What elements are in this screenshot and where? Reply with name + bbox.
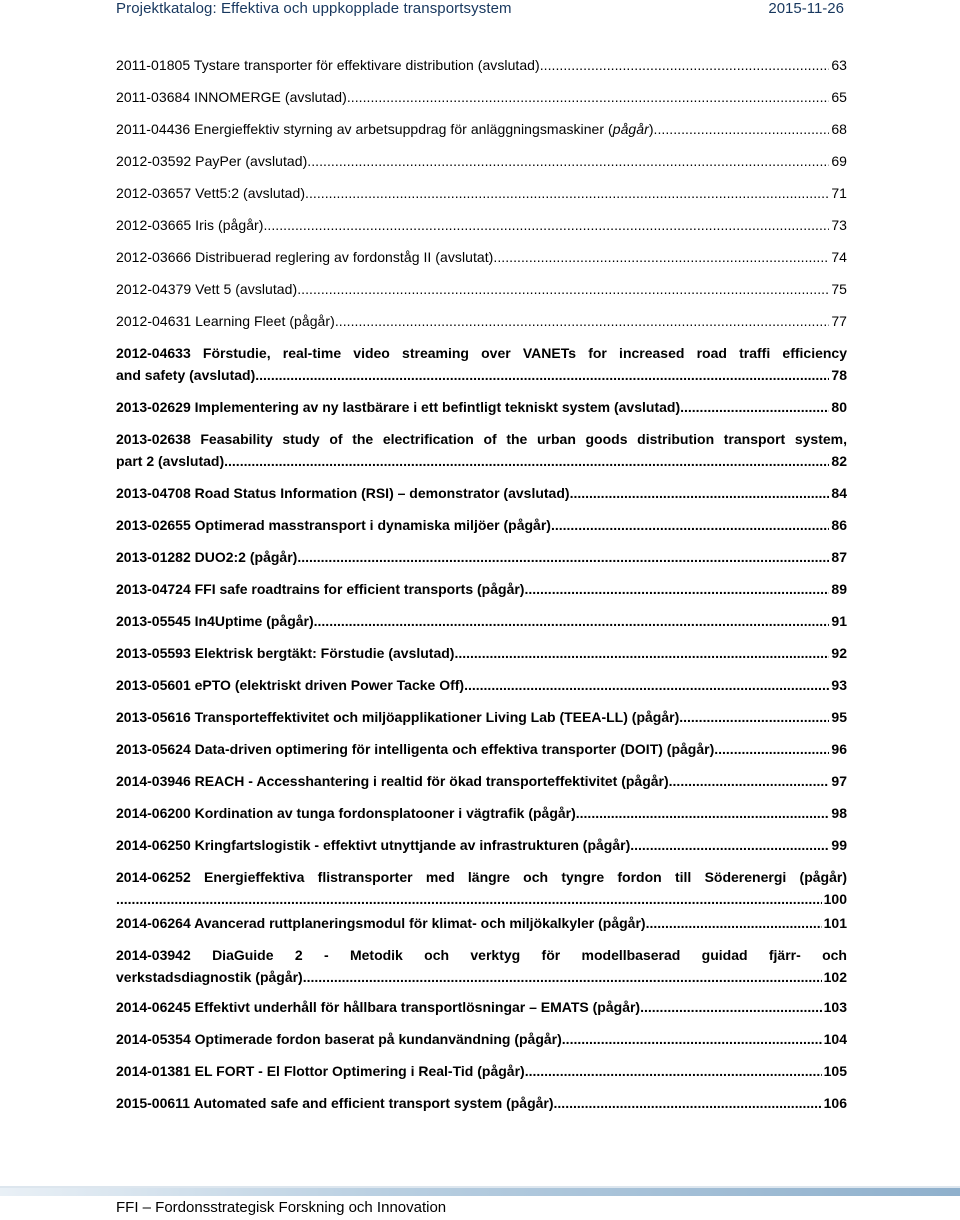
toc-page-number: 99 <box>831 837 847 853</box>
toc-entry[interactable] <box>116 246 847 268</box>
toc-entry-title: 2014-06264 Avancerad ruttplaneringsmodul för klimat- och miljökalkyler (pågår) <box>116 915 646 931</box>
toc-entry[interactable] <box>116 706 847 728</box>
toc-page-number: 103 <box>823 999 847 1015</box>
toc-entry[interactable] <box>116 86 847 108</box>
dot-leader <box>303 966 822 988</box>
toc-entry-title-line1: 2014-06252 Energieffektiva flistransporter med längre och tyngre fordon till Söderenergi (pågår) <box>116 869 847 885</box>
toc-entry[interactable] <box>116 482 847 504</box>
toc-entry-title-line2: part 2 (avslutad) <box>116 453 225 469</box>
dot-leader <box>714 738 829 760</box>
toc-entry[interactable] <box>116 278 847 300</box>
dot-leader <box>255 364 829 386</box>
dot-leader <box>630 834 829 856</box>
toc-entry-title: 2012-04631 Learning Fleet (pågår) <box>116 313 335 329</box>
toc-entry[interactable] <box>116 866 847 910</box>
dot-leader <box>454 642 829 664</box>
toc-entry[interactable] <box>116 738 847 760</box>
toc-entry-title: 2012-03657 Vett5:2 (avslutad) <box>116 185 306 201</box>
dot-leader <box>669 770 830 792</box>
toc-entry[interactable] <box>116 396 847 418</box>
toc-entry-title: 2013-02629 Implementering av ny lastbärare i ett befintligt tekniskt system (avslutad) <box>116 399 681 415</box>
dot-leader <box>297 546 829 568</box>
toc-entry[interactable] <box>116 996 847 1018</box>
toc-entry[interactable] <box>116 182 847 204</box>
toc-entry-title: 2013-05624 Data-driven optimering för intelligenta och effektiva transporter (DOIT) (pågår) <box>116 741 715 757</box>
toc-entry-title: 2011-04436 Energieffektiv styrning av arbetsuppdrag för anläggningsmaskiner (pågår) <box>116 121 654 137</box>
toc-entry[interactable] <box>116 642 847 664</box>
dot-leader <box>570 482 830 504</box>
toc-entry[interactable] <box>116 802 847 824</box>
toc-entry[interactable] <box>116 514 847 536</box>
toc-page-number: 80 <box>831 399 847 415</box>
toc-entry[interactable] <box>116 150 847 172</box>
dot-leader <box>640 996 822 1018</box>
toc-page-number: 91 <box>831 613 847 629</box>
toc-entry[interactable] <box>116 944 847 988</box>
toc-entry-title: 2011-03684 INNOMERGE (avslutad) <box>116 89 347 105</box>
header-date: 2015-11-26 <box>768 0 844 17</box>
page-header <box>0 0 960 24</box>
toc-page-number: 92 <box>831 645 847 661</box>
toc-page-number: 87 <box>831 549 847 565</box>
toc-page-number: 95 <box>831 709 847 725</box>
dot-leader <box>576 802 830 824</box>
dot-leader <box>525 1060 822 1082</box>
toc-page-number: 96 <box>831 741 847 757</box>
toc-page-number: 105 <box>823 1063 847 1079</box>
toc-entry-title-line2: verkstadsdiagnostik (pågår) <box>116 969 303 985</box>
header-title: Projektkatalog: Effektiva och uppkopplade transportsystem <box>116 0 512 17</box>
toc-entry-title: 2013-05616 Transporteffektivitet och miljöapplikationer Living Lab (TEEA-LL) (pågår) <box>116 709 680 725</box>
dot-leader <box>679 706 829 728</box>
toc-entry[interactable] <box>116 428 847 472</box>
toc-entry[interactable] <box>116 674 847 696</box>
toc-page-number: 75 <box>831 281 847 297</box>
toc-page-number: 97 <box>831 773 847 789</box>
toc-entry-title: 2011-01805 Tystare transporter för effektivare distribution (avslutad) <box>116 57 540 73</box>
dot-leader <box>305 182 829 204</box>
toc-entry-title: 2014-06250 Kringfartslogistik - effektivt utnyttjande av infrastrukturen (pågår) <box>116 837 631 853</box>
dot-leader <box>297 278 829 300</box>
toc-page-number: 104 <box>823 1031 847 1047</box>
dot-leader <box>335 310 830 332</box>
dot-leader <box>493 246 829 268</box>
dot-leader <box>307 150 829 172</box>
toc-entry[interactable] <box>116 770 847 792</box>
toc-page-number: 84 <box>831 485 847 501</box>
toc-entry[interactable] <box>116 342 847 386</box>
toc-entry-title-line2: and safety (avslutad) <box>116 367 256 383</box>
dot-leader <box>562 1028 822 1050</box>
toc-entry-title: 2014-06200 Kordination av tunga fordonsplatooner i vägtrafik (pågår) <box>116 805 576 821</box>
toc-page-number: 98 <box>831 805 847 821</box>
dot-leader <box>347 86 829 108</box>
dot-leader <box>263 214 829 236</box>
toc-entry-title: 2014-03946 REACH - Accesshantering i realtid för ökad transporteffektivitet (pågår) <box>116 773 669 789</box>
toc-page-number: 89 <box>831 581 847 597</box>
dot-leader <box>646 912 822 934</box>
toc-entry-title: 2013-05545 In4Uptime (pågår) <box>116 613 314 629</box>
toc-entry[interactable] <box>116 54 847 76</box>
toc-entry[interactable] <box>116 1060 847 1082</box>
toc-entry[interactable] <box>116 1028 847 1050</box>
toc-entry-title: 2013-04708 Road Status Information (RSI) – demonstrator (avslutad) <box>116 485 570 501</box>
toc-page-number: 100 <box>823 891 847 907</box>
dot-leader <box>551 514 829 536</box>
toc-page-number: 102 <box>823 969 847 985</box>
toc-entry[interactable] <box>116 1092 847 1114</box>
dot-leader <box>654 118 830 140</box>
toc-page-number: 93 <box>831 677 847 693</box>
toc-page-number: 101 <box>823 915 847 931</box>
status-emphasis: pågår <box>612 121 649 137</box>
toc-entry-title-line1: 2012-04633 Förstudie, real-time video streaming over VANETs for increased road traffi efficiency <box>116 345 847 361</box>
toc-page-number: 68 <box>831 121 847 137</box>
toc-entry[interactable] <box>116 118 847 140</box>
toc-entry-title: 2012-03665 Iris (pågår) <box>116 217 264 233</box>
toc-entry-title: 2013-05601 ePTO (elektriskt driven Power Tacke Off) <box>116 677 465 693</box>
footer-bar <box>0 1188 960 1196</box>
dot-leader <box>540 54 830 76</box>
toc-page-number: 74 <box>831 249 847 265</box>
toc-entry[interactable] <box>116 912 847 934</box>
toc-page-number: 78 <box>831 367 847 383</box>
toc-page-number: 69 <box>831 153 847 169</box>
toc-entry-title: 2014-05354 Optimerade fordon baserat på kundanvändning (pågår) <box>116 1031 562 1047</box>
toc-entry[interactable] <box>116 578 847 600</box>
toc-entry-title: 2012-03666 Distribuerad reglering av fordonståg II (avslutat) <box>116 249 494 265</box>
dot-leader <box>680 396 829 418</box>
toc-entry-title: 2013-02655 Optimerad masstransport i dynamiska miljöer (pågår) <box>116 517 551 533</box>
toc-entry[interactable] <box>116 610 847 632</box>
dot-leader <box>116 888 822 910</box>
toc-entry[interactable] <box>116 310 847 332</box>
toc-entry-title-line1: 2013-02638 Feasability study of the electrification of the urban goods distribution transport system, <box>116 431 847 447</box>
toc-entry-title: 2015-00611 Automated safe and efficient transport system (pågår) <box>116 1095 554 1111</box>
toc-entry-title: 2013-05593 Elektrisk bergtäkt: Förstudie (avslutad) <box>116 645 455 661</box>
toc-entry[interactable] <box>116 214 847 236</box>
toc-entry-title: 2013-04724 FFI safe roadtrains for efficient transports (pågår) <box>116 581 525 597</box>
toc-page-number: 71 <box>831 185 847 201</box>
toc-page-number: 63 <box>831 57 847 73</box>
toc-page-number: 65 <box>831 89 847 105</box>
dot-leader <box>464 674 829 696</box>
toc-page-number: 82 <box>831 453 847 469</box>
dot-leader <box>524 578 829 600</box>
toc-entry-title: 2013-01282 DUO2:2 (pågår) <box>116 549 298 565</box>
toc-page-number: 86 <box>831 517 847 533</box>
dot-leader <box>314 610 830 632</box>
toc-entry-title: 2014-01381 EL FORT - El Flottor Optimering i Real-Tid (pågår) <box>116 1063 525 1079</box>
toc-page-number: 77 <box>831 313 847 329</box>
toc-entry-title: 2012-04379 Vett 5 (avslutad) <box>116 281 298 297</box>
toc-entry[interactable] <box>116 546 847 568</box>
footer-text: FFI – Fordonsstrategisk Forskning och Innovation <box>116 1199 447 1216</box>
toc-entry-title-line1: 2014-03942 DiaGuide 2 - Metodik och verktyg för modellbaserad guidad fjärr- och <box>116 947 847 963</box>
toc-entry-title: 2012-03592 PayPer (avslutad) <box>116 153 308 169</box>
dot-leader <box>224 450 829 472</box>
toc-page-number: 106 <box>823 1095 847 1111</box>
toc-entry-title: 2014-06245 Effektivt underhåll för hållbara transportlösningar – EMATS (pågår) <box>116 999 641 1015</box>
toc-entry[interactable] <box>116 834 847 856</box>
dot-leader <box>554 1092 822 1114</box>
toc-page-number: 73 <box>831 217 847 233</box>
